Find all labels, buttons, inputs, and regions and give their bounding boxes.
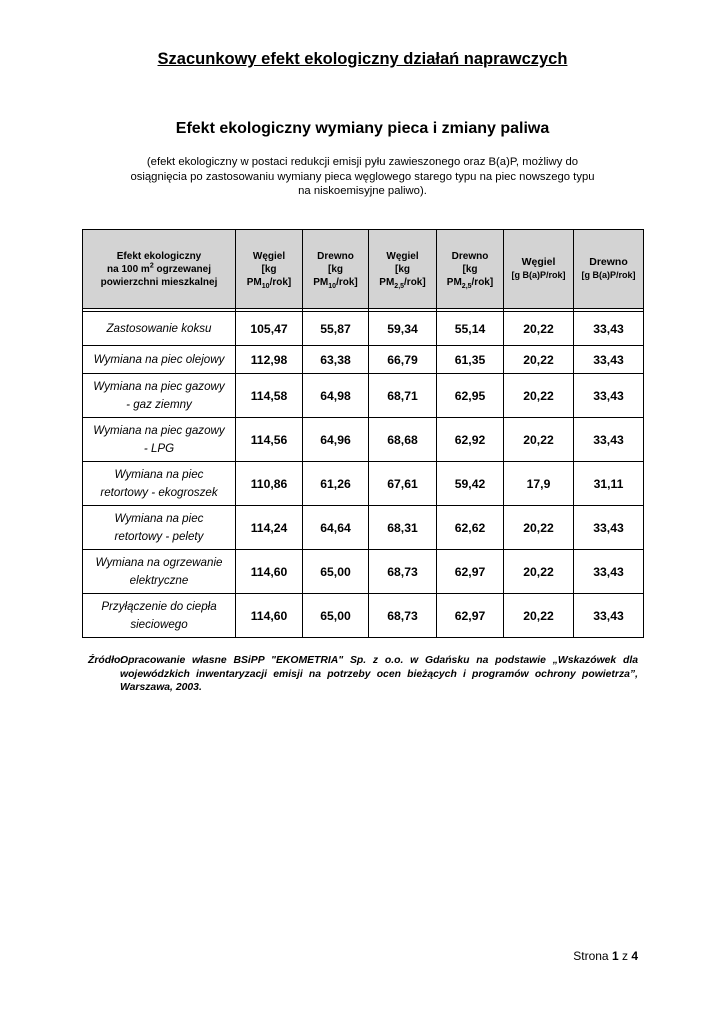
row-label-line: Wymiana na piec (114, 467, 204, 481)
source-label: Źródło: (88, 655, 124, 666)
header-wood-bap: Drewno [g B(a)P/rok] (574, 230, 644, 309)
header-wood-pm10: Drewno [kg $PM_{10}/rok$] (303, 230, 369, 309)
row-label (83, 312, 236, 346)
table-row (83, 346, 644, 374)
value-cell: 63,38 (303, 346, 369, 374)
value-cell: 33,43 (574, 374, 644, 418)
value-cell: 68,31 (369, 506, 437, 550)
description-line: osiągnięcia po zastosowaniu wymiany pieca węglowego starego typu na piec nowszego typu (130, 170, 595, 183)
value-cell: 68,73 (369, 594, 437, 638)
header-coal-pm25: Węgiel [kg $PM_{2,5}/rok$] (369, 230, 437, 309)
value-cell: 112,98 (236, 346, 303, 374)
value-cell: 20,22 (504, 594, 574, 638)
value-cell: 114,58 (236, 374, 303, 418)
value-cell: 33,43 (574, 550, 644, 594)
table-row (83, 312, 644, 346)
header-line: Efekt ekologiczny (116, 250, 202, 262)
value-cell: 20,22 (504, 346, 574, 374)
value-cell: 114,60 (236, 594, 303, 638)
source-text: Opracowanie własne BSiPP "EKOMETRIA" Sp. z o.o. w Gdańsku na podstawie „Wskazówek dla wojewódzkich inwentaryzacji emisji na potrzeby ocen bieżących i programów ochrony powietrza”, Warszawa, 2003. (120, 655, 638, 693)
row-label-line: retortowy - pelety (114, 529, 204, 543)
value-cell: 62,97 (437, 550, 504, 594)
header-ecological-effect (83, 230, 236, 309)
value-cell: 67,61 (369, 462, 437, 506)
page-number: Strona 1 z 4 (573, 949, 638, 963)
value-cell: 31,11 (574, 462, 644, 506)
value-cell: 110,86 (236, 462, 303, 506)
value-cell: 33,43 (574, 594, 644, 638)
value-cell: 59,42 (437, 462, 504, 506)
value-cell: 17,9 (504, 462, 574, 506)
value-cell: 33,43 (574, 312, 644, 346)
header-line: powierzchni mieszkalnej (100, 276, 218, 288)
table-row (83, 374, 644, 418)
value-cell: 59,34 (369, 312, 437, 346)
value-cell: 64,96 (303, 418, 369, 462)
value-cell: 62,97 (437, 594, 504, 638)
value-cell: 62,62 (437, 506, 504, 550)
row-label-line: sieciowego (130, 617, 188, 631)
header-line: na 100 $m^2$ ogrzewanej (107, 262, 211, 275)
row-label-line: Wymiana na ogrzewanie (95, 555, 223, 569)
value-cell: 114,60 (236, 550, 303, 594)
value-cell: 33,43 (574, 346, 644, 374)
value-cell: 66,79 (369, 346, 437, 374)
value-cell: 20,22 (504, 506, 574, 550)
value-cell: 55,87 (303, 312, 369, 346)
page-title: Szacunkowy efekt ekologiczny działań naprawczych (157, 50, 568, 68)
value-cell: 62,95 (437, 374, 504, 418)
row-label (83, 346, 236, 374)
value-cell: 65,00 (303, 550, 369, 594)
row-label (83, 374, 236, 418)
value-cell: 68,68 (369, 418, 437, 462)
row-label-line: Wymiana na piec olejowy (93, 352, 225, 366)
value-cell: 33,43 (574, 506, 644, 550)
header-coal-bap: Węgiel [g B(a)P/rok] (504, 230, 574, 309)
row-label-line: Zastosowanie koksu (106, 321, 212, 335)
value-cell: 61,35 (437, 346, 504, 374)
value-cell: 20,22 (504, 312, 574, 346)
value-cell: 68,71 (369, 374, 437, 418)
section-title: Efekt ekologiczny wymiany pieca i zmiany paliwa (175, 120, 550, 137)
description-line: na niskoemisyjne paliwo). (298, 185, 427, 197)
row-label-line: Wymiana na piec gazowy (93, 423, 225, 437)
description-line: (efekt ekologiczny w postaci redukcji emisji pyłu zawieszonego oraz B(a)P, możliwy do (146, 156, 579, 168)
value-cell: 61,26 (303, 462, 369, 506)
value-cell: 20,22 (504, 374, 574, 418)
row-label-line: - gaz ziemny (126, 397, 192, 411)
table-row (83, 418, 644, 462)
value-cell: 20,22 (504, 550, 574, 594)
value-cell: 20,22 (504, 418, 574, 462)
row-label (83, 594, 236, 638)
row-label (83, 418, 236, 462)
table-row (83, 506, 644, 550)
value-cell: 62,92 (437, 418, 504, 462)
row-label-line: Przyłączenie do ciepła (101, 599, 217, 613)
value-cell: 65,00 (303, 594, 369, 638)
row-label-line: - LPG (143, 441, 175, 455)
table-row (83, 594, 644, 638)
row-label-line: Wymiana na piec (114, 511, 204, 525)
row-label-line: retortowy - ekogroszek (100, 485, 218, 499)
value-cell: 68,73 (369, 550, 437, 594)
value-cell: 33,43 (574, 418, 644, 462)
row-label (83, 550, 236, 594)
table-row (83, 462, 644, 506)
row-label-line: Wymiana na piec gazowy (93, 379, 225, 393)
table-description (120, 155, 605, 199)
row-label (83, 506, 236, 550)
value-cell: 64,98 (303, 374, 369, 418)
value-cell: 64,64 (303, 506, 369, 550)
value-cell: 105,47 (236, 312, 303, 346)
row-label-line: elektryczne (129, 573, 189, 587)
value-cell: 114,24 (236, 506, 303, 550)
table-header-row (83, 230, 644, 309)
row-label (83, 462, 236, 506)
value-cell: 55,14 (437, 312, 504, 346)
header-wood-pm25: Drewno [kg $PM_{2,5}/rok$] (437, 230, 504, 309)
value-cell: 114,56 (236, 418, 303, 462)
header-coal-pm10: Węgiel [kg $PM_{10}/rok$] (236, 230, 303, 309)
table-row (83, 550, 644, 594)
ecological-effect-table (82, 229, 644, 638)
source-note (88, 654, 638, 695)
table-body (83, 309, 644, 638)
